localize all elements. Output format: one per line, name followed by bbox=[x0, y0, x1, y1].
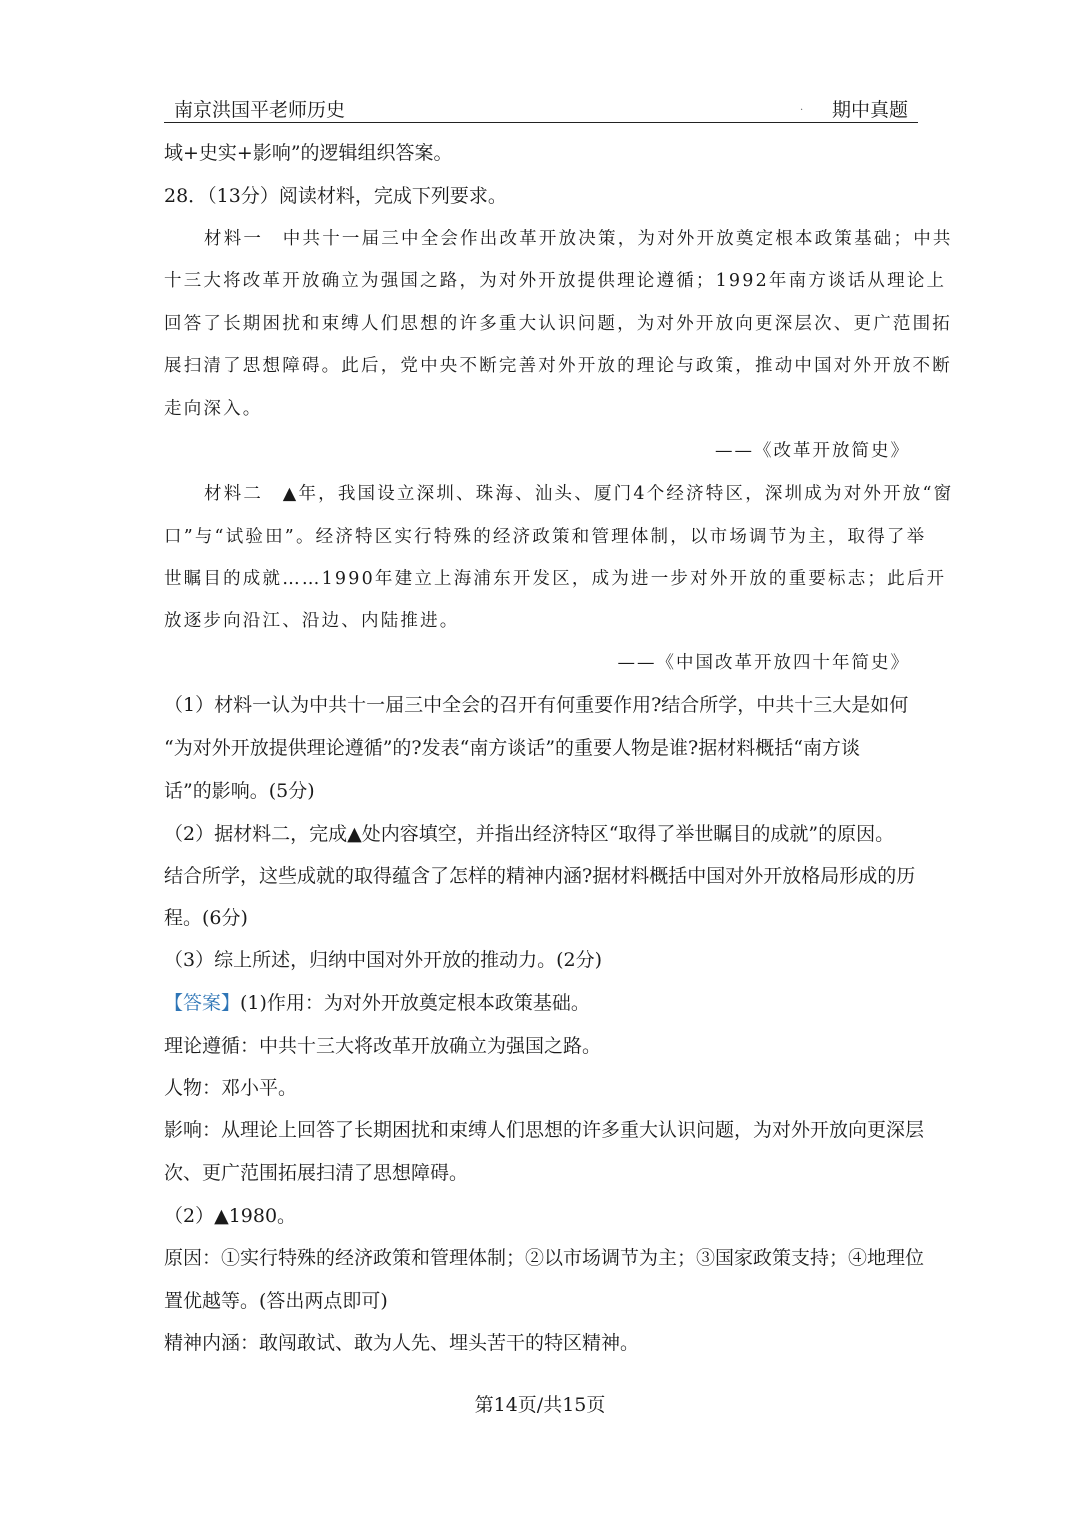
page-number: 第14页/共15页 bbox=[474, 1394, 606, 1416]
answer-1-line: 人物：邓小平。 bbox=[164, 1077, 298, 1099]
answer-2-line: 精神内涵：敢闯敢试、敢为人先、埋头苦干的特区精神。 bbox=[164, 1332, 640, 1354]
material-2-source: ——《中国改革开放四十年简史》 bbox=[617, 653, 910, 673]
material-1-line: 十三大将改革开放确立为强国之路，为对外开放提供理论遵循；1992年南方谈话从理论上 bbox=[164, 271, 947, 291]
header-right-text: 期中真题 bbox=[831, 99, 908, 121]
question-1-line: （1）材料一认为中共十一届三中全会的召开有何重要作用?结合所学，中共十三大是如何 bbox=[164, 694, 909, 716]
material-1-line: 回答了长期困扰和束缚人们思想的许多重大认识问题，为对外开放向更深层次、更广范围拓 bbox=[164, 314, 952, 334]
question-1-line: “为对外开放提供理论遵循”的?发表“南方谈话”的重要人物是谁?据材料概括“南方谈 bbox=[164, 737, 860, 759]
material-1-line: 材料一 中共十一届三中全会作出改革开放决策，为对外开放奠定根本政策基础；中共 bbox=[204, 229, 953, 249]
question-3-line: （3）综上所述，归纳中国对外开放的推动力。(2分) bbox=[164, 949, 603, 971]
header-left-text: 南京洪国平老师历史 bbox=[174, 99, 346, 121]
question-title: 28．（13分）阅读材料，完成下列要求。 bbox=[164, 185, 507, 207]
answer-2-line: 置优越等。(答出两点即可) bbox=[164, 1290, 388, 1312]
body-line: 域+史实+影响”的逻辑组织答案。 bbox=[164, 142, 453, 164]
material-1-line: 展扫清了思想障碍。此后，党中央不断完善对外开放的理论与政策，推动中国对外开放不断 bbox=[164, 356, 952, 376]
material-2-line: 口”与“试验田”。经济特区实行特殊的经济政策和管理体制，以市场调节为主，取得了举 bbox=[164, 527, 927, 547]
answer-text: (1)作用：为对外开放奠定根本政策基础。 bbox=[240, 992, 590, 1014]
material-2-line: 放逐步向沿江、沿边、内陆推进。 bbox=[164, 611, 460, 631]
answer-2-line: （2）▲1980。 bbox=[164, 1205, 297, 1227]
answer-2-line: 原因：①实行特殊的经济政策和管理体制；②以市场调节为主；③国家政策支持；④地理位 bbox=[164, 1247, 925, 1269]
answer-1-line bbox=[164, 990, 918, 1016]
answer-1-line: 影响：从理论上回答了长期困扰和束缚人们思想的许多重大认识问题，为对外开放向更深层 bbox=[164, 1119, 925, 1141]
page-header bbox=[164, 98, 918, 123]
answer-1-line: 次、更广范围拓展扫清了思想障碍。 bbox=[164, 1162, 469, 1184]
material-2-line: 世瞩目的成就……1990年建立上海浦东开发区，成为进一步对外开放的重要标志；此后开 bbox=[164, 569, 947, 589]
question-2-line: 结合所学，这些成就的取得蕴含了怎样的精神内涵?据材料概括中国对外开放格局形成的历 bbox=[164, 865, 916, 887]
answer-1-line: 理论遵循：中共十三大将改革开放确立为强国之路。 bbox=[164, 1035, 602, 1057]
question-2-line: 程。(6分) bbox=[164, 907, 248, 929]
material-1-line: 走向深入。 bbox=[164, 399, 263, 419]
material-2-line: 材料二 ▲年，我国设立深圳、珠海、汕头、厦门4个经济特区，深圳成为对外开放“窗 bbox=[204, 484, 954, 504]
header-dot: . bbox=[800, 102, 804, 113]
question-2-line: （2）据材料二，完成▲处内容填空，并指出经济特区“取得了举世瞩目的成就”的原因。 bbox=[164, 823, 895, 845]
material-1-source: ——《改革开放简史》 bbox=[715, 441, 910, 461]
question-1-line: 话”的影响。(5分) bbox=[164, 780, 315, 802]
answer-tag: 【答案】 bbox=[164, 992, 241, 1014]
